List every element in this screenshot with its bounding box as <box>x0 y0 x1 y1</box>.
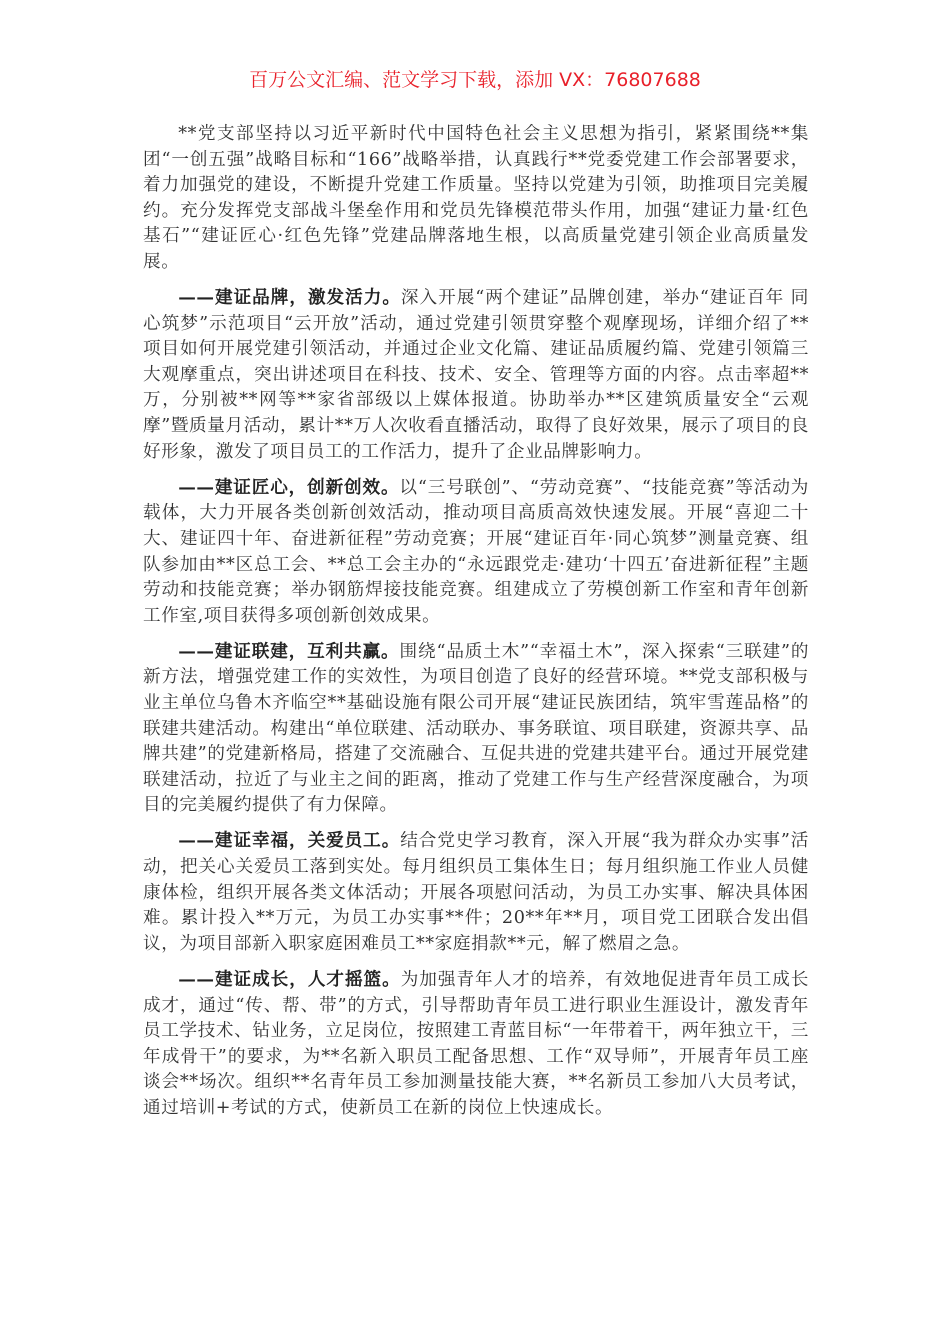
paragraph-text: 以“三号联创”、“劳动竞赛”、“技能竞赛”等活动为载体，大力开展各类创新创效活动，推动项目高质高效快速发展。开展“喜迎二十大、建证四十年、奋进新征程”劳动竞赛；开展“建证百年·同心筑梦”测量竞赛、组队参加由**区总工会、**总工会主办的“永远跟党走·建功‘十四五’奋进新征程”主题劳动和技能竞赛；举办钢筋焊接技能竞赛。组建成立了劳模创新工作室和青年创新工作室,项目获得多项创新创效成果。 <box>143 477 810 626</box>
paragraph-growth <box>143 967 809 1122</box>
paragraph-text: 围绕“品质土木”“幸福土木”，深入探索“三联建”的新方法，增强党建工作的实效性，为项目创造了良好的经营环境。**党支部积极与业主单位乌鲁木齐临空**基础设施有限公司开展“建证民族团结，筑牢雪莲品格”的联建共建活动。构建出“单位联建、活动联办、事务联谊、项目联建，资源共享、品牌共建”的党建新格局，搭建了交流融合、互促共进的党建共建平台。通过开展党建联建活动，拉近了与业主之间的距离，推动了党建工作与生产经营深度融合，为项目的完美履约提供了有力保障。 <box>143 641 810 816</box>
paragraph-text: **党支部坚持以习近平新时代中国特色社会主义思想为指引，紧紧围绕**集团“一创五强”战略目标和“166”战略举措，认真践行**党委党建工作会部署要求，着力加强党的建设，不断提升党建工作质量。坚持以党建为引领，助推项目完美履约。充分发挥党支部战斗堡垒作用和党员先锋模范带头作用，加强“建证力量·红色基石”“建证匠心·红色先锋”党建品牌落地生根，以高质量党建引领企业高质量发展。 <box>143 124 809 272</box>
paragraph-happiness <box>143 828 809 957</box>
document-body <box>143 122 809 1131</box>
paragraph-heading: ——建证匠心，创新创效。 <box>178 476 400 498</box>
paragraph-joint-building <box>143 639 809 819</box>
paragraph-text: 结合党史学习教育，深入开展“我为群众办实事”活动，把关心关爱员工落到实处。每月组织员工集体生日；每月组织施工作业人员健康体检，组织开展各类文体活动；开展各项慰问活动，为员工办实事、解决具体困难。累计投入**万元，为员工办实事**件；20**年**月，项目党工团联合发出倡议，为项目部新入职家庭困难员工**家庭捐款**元，解了燃眉之急。 <box>143 831 810 954</box>
download-banner: 百万公文汇编、范文学习下载，添加 VX：76807688 <box>249 69 701 91</box>
paragraph-brand <box>143 285 809 465</box>
paragraph-heading: ——建证联建，互利共赢。 <box>178 640 400 662</box>
paragraph-text: 深入开展“两个建证”品牌创建，举办“建证百年 同心筑梦”示范项目“云开放”活动，通过党建引领贯穿整个观摩现场，详细介绍了**项目如何开展党建引领活动，并通过企业文化篇、建证品质履约篇、党建引领篇三大观摩重点，突出讲述项目在科技、技术、安全、管理等方面的内容。点击率超**万，分别被**网等**家省部级以上媒体报道。协助举办**区建筑质量安全“云观摩”暨质量月活动，累计**万人次收看直播活动，取得了良好效果，展示了项目的良好形象，激发了项目员工的工作活力，提升了企业品牌影响力。 <box>143 288 809 462</box>
paragraph-heading: ——建证成长，人才摇篮。 <box>178 968 401 990</box>
paragraph-text: 为加强青年人才的培养，有效地促进青年员工成长成才，通过“传、帮、带”的方式，引导帮助青年员工进行职业生涯设计，激发青年员工学技术、钻业务，立足岗位，按照建工青蓝目标“一年带着干，两年独立干，三年成骨干”的要求，为**名新入职员工配备思想、工作“双导师”，开展青年员工座谈会**场次。组织**名青年员工参加测量技能大赛，**名新员工参加八大员考试，通过培训+考试的方式，使新员工在新的岗位上快速成长。 <box>143 969 810 1118</box>
paragraph-intro <box>143 122 809 276</box>
paragraph-craftsmanship <box>143 475 809 630</box>
paragraph-heading: ——建证品牌，激发活力。 <box>178 287 401 309</box>
paragraph-heading: ——建证幸福，关爱员工。 <box>178 830 401 852</box>
